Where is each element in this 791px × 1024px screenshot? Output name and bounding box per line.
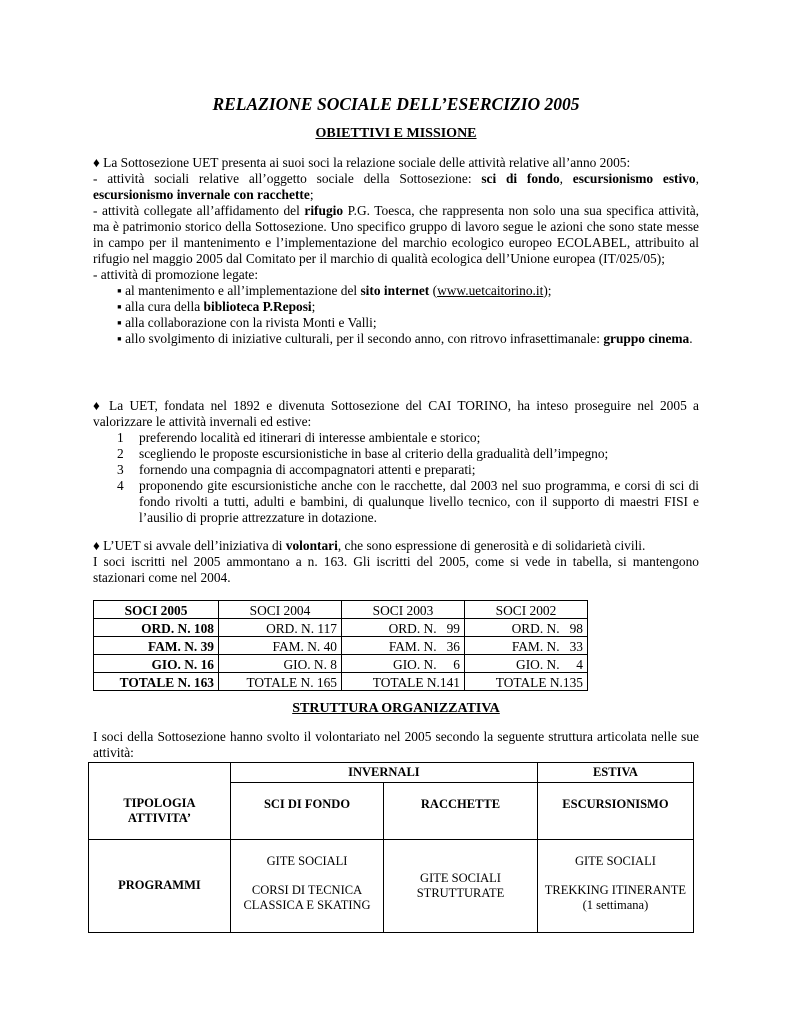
list-item: 4 proponendo gite escursionistiche anche con le racchette, dal 2003 nel suo programma, e corsi di sci di fondo rivolti a tutti, adulti e bambini, di qualunque livello tecnico, con il supporto di maestri FISI e l’ausilio di proprie attrezzature in dotazione. [117,478,699,525]
uet-intro: ♦ La UET, fondata nel 1892 e divenuta Sottosezione del CAI TORINO, ha inteso proseguire nel 2005 a valorizzare le attività invernali ed estive: [93,398,699,429]
activity-item-promozione: - attività di promozione legate: [93,267,259,282]
list-item: 2 scegliendo le proposte escursionistiche in base al criterio della gradualità dell’impegno; [117,446,609,461]
bullet-rivista: ▪ alla collaborazione con la rivista Monti e Valli; [117,315,377,330]
list-item: 1 preferendo località ed itinerari di interesse ambientale e storico; [117,430,481,445]
table-header-row [89,763,694,783]
escursionismo-trekking: TREKKING ITINERANTE [544,882,687,897]
table-cell: GIO. N. 16 [94,655,219,673]
table-cell: TOTALE N.141 [342,673,465,691]
col-sci-di-fondo: SCI DI FONDO [230,783,383,840]
table-header-cell: SOCI 2003 [342,601,465,619]
table-header-row [89,783,694,840]
group-estiva: ESTIVA [537,763,693,783]
programmi-label: PROGRAMMI [89,839,231,932]
racchette-programmi-cell: GITE SOCIALI STRUTTURATE [384,839,538,932]
table-cell: FAM. N. 40 [219,637,342,655]
table-row [94,673,588,691]
table-cell: TOTALE N. 165 [219,673,342,691]
website-link[interactable]: www.uetcaitorino.it [437,283,544,298]
activity-item-sociali: - attività sociali relative all’oggetto sociale della Sottosezione: sci di fondo, escursionismo estivo, escursionismo invernale con racchette; [93,171,699,202]
bullet-gruppo-cinema: ▪ allo svolgimento di iniziative culturali, per il secondo anno, con ritrovo infrasettimanale: gruppo cinema. [117,331,693,346]
table-row [94,619,588,637]
col-racchette: RACCHETTE [384,783,538,840]
table-cell: TOTALE N.135 [465,673,588,691]
sci-corsi: CORSI DI TECNICA CLASSICA E SKATING [243,882,371,912]
table-row [89,839,694,932]
table-cell: FAM. N. 39 [94,637,219,655]
escursionismo-gite-sociali: GITE SOCIALI [574,853,656,868]
escursionismo-programmi-cell [537,839,693,932]
table-header-cell: SOCI 2002 [465,601,588,619]
table-cell: FAM. N. 36 [342,637,465,655]
activity-item-rifugio: - attività collegate all’affidamento del rifugio P.G. Toesca, che rappresenta non solo una sua specifica attività, ma è patrimonio storico della Sottosezione. Uno specifico gruppo di lavoro segue le azioni che sono state messe in campo per il mantenimento e l’implementazione del marchio ecologico europeo ECOLABEL, attribuito al rifugio nel maggio 2005 dal Comitato per il marchio di qualità ecologica dell’Unione europea (IT/025/05); [93,203,700,266]
struttura-intro: I soci della Sottosezione hanno svolto il volontariato nel 2005 secondo la seguente struttura articolata nelle sue attività: [93,729,699,760]
tipologia-header: TIPOLOGIA ATTIVITA’ [89,783,231,840]
bullet-biblioteca: ▪ alla cura della biblioteca P.Reposi; [117,299,316,314]
table-header-row [94,601,588,619]
struttura-table [88,762,694,933]
sci-gite-sociali: GITE SOCIALI [266,853,348,868]
table-header-cell: SOCI 2005 [94,601,219,619]
table-cell: ORD. N. 108 [94,619,219,637]
table-cell: FAM. N. 33 [465,637,588,655]
section-uet [93,398,699,526]
sci-programmi-cell [230,839,383,932]
table-cell: GIO. N. 4 [465,655,588,673]
table-cell: ORD. N. 117 [219,619,342,637]
volontari-line: ♦ L’UET si avvale dell’iniziativa di volontari, che sono espressione di generosità e di solidarietà civili. [93,538,646,553]
table-row [94,637,588,655]
intro-paragraph: ♦ La Sottosezione UET presenta ai suoi soci la relazione sociale delle attività relative all’anno 2005: [93,155,631,170]
table-cell: GIO. N. 8 [219,655,342,673]
col-escursionismo: ESCURSIONISMO [537,783,693,840]
table-header-cell: SOCI 2004 [219,601,342,619]
table-cell: TOTALE N. 163 [94,673,219,691]
table-cell: GIO. N. 6 [342,655,465,673]
iscritti-line: I soci iscritti nel 2005 ammontano a n. 163. Gli iscritti del 2005, come si vede in tabella, si mantengono stazionari come nel 2004. [93,554,699,585]
section-heading-obiettivi: OBIETTIVI E MISSIONE [315,126,477,141]
soci-table [93,600,588,691]
document-title: RELAZIONE SOCIALE DELL’ESERCIZIO 2005 [212,94,580,114]
escursionismo-durata: (1 settimana) [582,897,649,912]
table-cell: ORD. N. 98 [465,619,588,637]
group-invernali: INVERNALI [230,763,537,783]
table-cell: ORD. N. 99 [342,619,465,637]
bullet-sito-internet: ▪ al mantenimento e all’implementazione del sito internet (www.uetcaitorino.it); [117,283,552,298]
section-volontari [93,538,699,586]
list-item: 3 fornendo una compagnia di accompagnatori attenti e preparati; [117,462,476,477]
section-obiettivi [93,155,699,347]
table-row [94,655,588,673]
section-heading-struttura: STRUTTURA ORGANIZZATIVA [292,701,500,716]
